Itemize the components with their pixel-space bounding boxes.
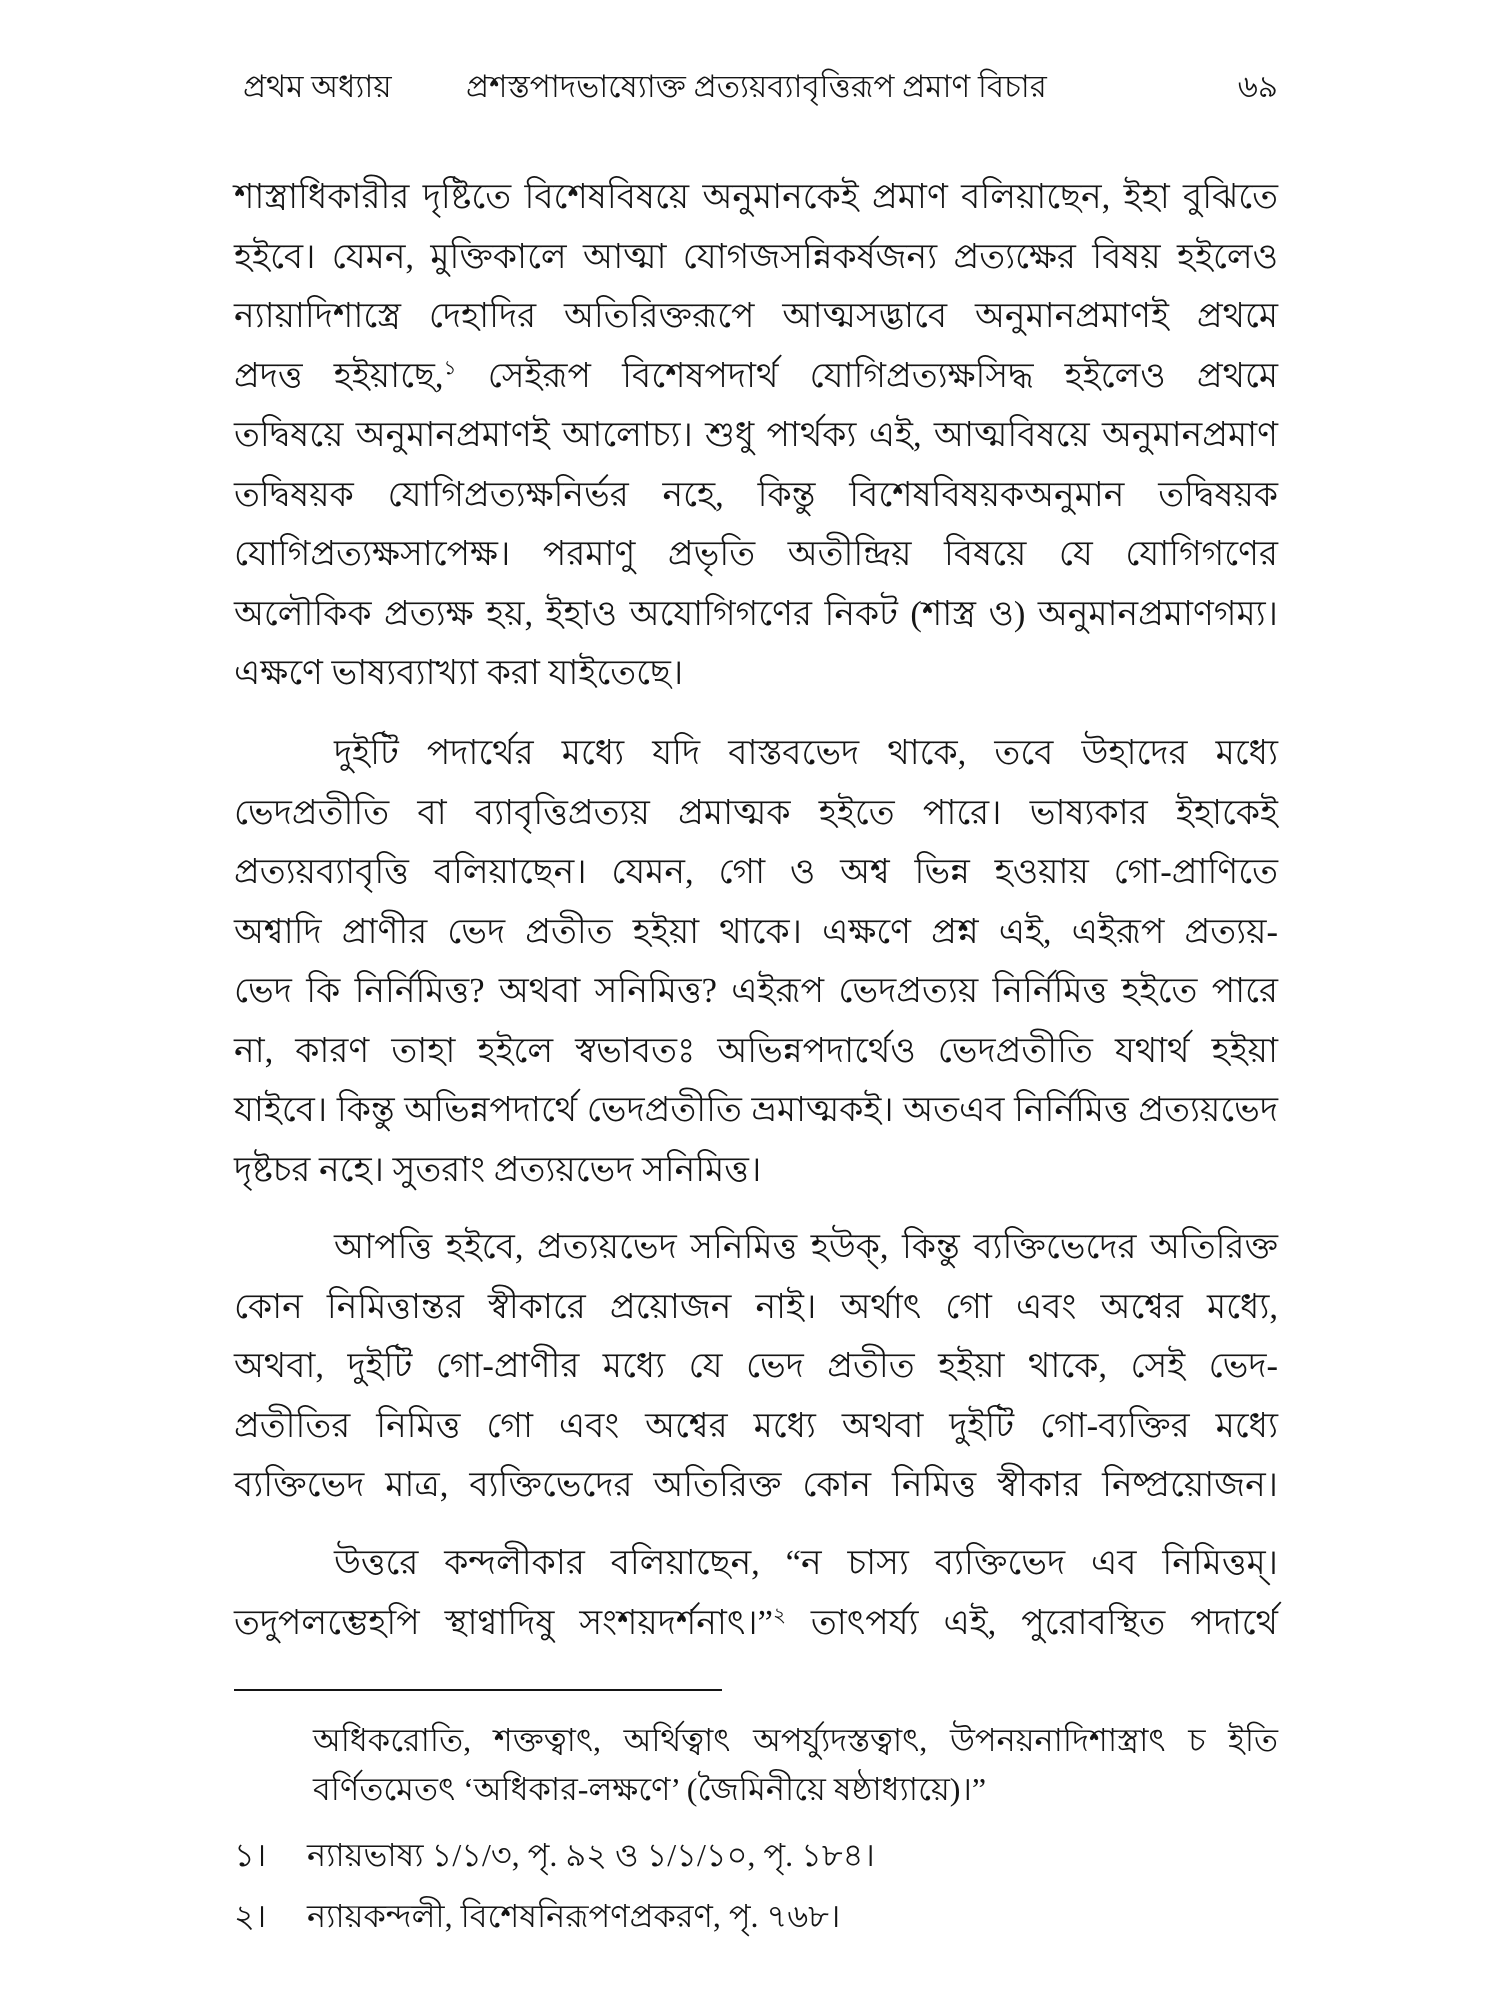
text-line: ব্যক্তিভেদ মাত্র, ব্যক্তিভেদের অতিরিক্ত কোন নিমিত্ত স্বীকার নিষ্প্রয়োজন। [234, 1466, 1278, 1504]
text-line: না, কারণ তাহা হইলে স্বভাবতঃ অভিন্নপদার্থেও ভেদপ্রতীতি যথার্থ হইয়া [234, 1031, 1278, 1070]
text-line: প্রত্যয়ব্যাবৃত্তি বলিয়াছেন। যেমন, গো ও অশ্ব ভিন্ন হওয়ায় গো-প্রাণিতে [234, 853, 1278, 891]
footnote-reference-2: ২ [772, 1604, 786, 1626]
text-line: প্রতীতির নিমিত্ত গো এবং অশ্বের মধ্যে অথবা দুইটি গো-ব্যক্তির মধ্যে [234, 1406, 1278, 1445]
text-line: যাইবে। কিন্তু অভিন্নপদার্থে ভেদপ্রতীতি ভ্রমাত্মকই। অতএব নির্নিমিত্ত প্রত্যয়ভেদ [234, 1091, 1278, 1129]
text-line: হইবে। যেমন, মুক্তিকালে আত্মা যোগজসন্নিকর্ষজন্য প্রত্যক্ষের বিষয় হইলেও [234, 237, 1278, 276]
text-line [234, 347, 1278, 407]
text-segment: তাৎপর্য্য এই, পুরোবস্থিত পদার্থে [785, 1603, 1278, 1642]
paragraph-2 [234, 724, 1278, 1200]
footnote-line [234, 1892, 1278, 1941]
text-line: দৃষ্টচর নহে। সুতরাং প্রত্যয়ভেদ সনিমিত্ত। [234, 1150, 762, 1189]
text-line: উত্তরে কন্দলীকার বলিয়াছেন, “ন চাস্য ব্যক্তিভেদ এব নিমিত্তম্। [334, 1544, 1278, 1582]
footnote-separator-rule [234, 1689, 722, 1691]
footnote-text: ন্যায়কন্দলী, বিশেষনিরূপণপ্রকরণ, পৃ. ৭৬৮। [307, 1898, 841, 1934]
footnote-1 [234, 1831, 1278, 1880]
footnote-continuation [234, 1716, 1278, 1814]
footnote-line: অধিকরোতি, শক্তত্বাৎ, অর্থিত্বাৎ অপর্য্যুদস্তত্বাৎ, উপনয়নাদিশাস্ত্রাৎ চ ইতি [313, 1722, 1278, 1758]
footnote-text: ন্যায়ভাষ্য ১/১/৩, পৃ. ৯২ ও ১/১/১০, পৃ. ১৮৪। [307, 1837, 875, 1873]
text-segment: তদুপলম্ভেহপি স্থাণ্বাদিষু সংশয়দর্শনাৎ।” [234, 1603, 773, 1642]
text-line: দুইটি পদার্থের মধ্যে যদি বাস্তবভেদ থাকে, তবে উহাদের মধ্যে [334, 734, 1278, 772]
text-line: আপত্তি হইবে, প্রত্যয়ভেদ সনিমিত্ত হউক্, কিন্তু ব্যক্তিভেদের অতিরিক্ত [334, 1228, 1278, 1266]
page-number: ৬৯ [1237, 69, 1278, 104]
text-line: অথবা, দুইটি গো-প্রাণীর মধ্যে যে ভেদ প্রতীত হইয়া থাকে, সেই ভেদ- [234, 1347, 1278, 1385]
footnote-marker: ২। [234, 1898, 267, 1934]
text-segment: সেইরূপ বিশেষপদার্থ যোগিপ্রত্যক্ষসিদ্ধ হইলেও প্রথমে [456, 356, 1278, 395]
text-line: তদ্বিষয়ে অনুমানপ্রমাণই আলোচ্য। শুধু পার্থক্য এই, আত্মবিষয়ে অনুমানপ্রমাণ [234, 416, 1278, 454]
footnote-2 [234, 1892, 1278, 1941]
text-line: কোন নিমিত্তান্তর স্বীকারে প্রয়োজন নাই। অর্থাৎ গো এবং অশ্বের মধ্যে, [234, 1287, 1278, 1326]
text-segment: প্রদত্ত হইয়াছে, [234, 356, 444, 395]
text-line: এক্ষণে ভাষ্যব্যাখ্যা করা যাইতেছে। [234, 654, 684, 692]
text-line: অলৌকিক প্রত্যক্ষ হয়, ইহাও অযোগিগণের নিকট (শাস্ত্র ও) অনুমানপ্রমাণগম্য। [234, 594, 1278, 633]
chapter-label: প্রথম অধ্যায় [243, 69, 392, 104]
footnote-marker: ১। [234, 1837, 267, 1873]
text-line: যোগিপ্রত্যক্ষসাপেক্ষ। পরমাণু প্রভৃতি অতীন্দ্রিয় বিষয়ে যে যোগিগণের [234, 535, 1278, 573]
footnote-line: বর্ণিতমেতৎ ‘অধিকার-লক্ষণে’ (জৈমিনীয়ে ষষ্ঠাধ্যায়ে)।” [313, 1771, 987, 1807]
text-line: ভেদপ্রতীতি বা ব্যাবৃত্তিপ্রত্যয় প্রমাত্মক হইতে পারে। ভাষ্যকার ইহাকেই [234, 793, 1278, 832]
text-line: শাস্ত্রাধিকারীর দৃষ্টিতে বিশেষবিষয়ে অনুমানকেই প্রমাণ বলিয়াছেন, ইহা বুঝিতে [234, 178, 1278, 216]
paragraph-3 [234, 1218, 1278, 1516]
text-line: ভেদ কি নির্নিমিত্ত? অথবা সনিমিত্ত? এইরূপ ভেদপ্রত্যয় নির্নিমিত্ত হইতে পারে [234, 972, 1278, 1010]
footnote-line [234, 1831, 1278, 1880]
text-line [234, 1594, 1278, 1654]
running-title: প্রশস্তপাদভাষ্যোক্ত প্রত্যয়ব্যাবৃত্তিরূপ প্রমাণ বিচার [466, 69, 1047, 104]
paragraph-1 [234, 168, 1278, 704]
running-header [234, 64, 1278, 110]
paragraph-4 [234, 1534, 1278, 1653]
text-line: তদ্বিষয়ক যোগিপ্রত্যক্ষনির্ভর নহে, কিন্তু বিশেষবিষয়কঅনুমান তদ্বিষয়ক [234, 475, 1278, 514]
footnote-reference-1: ১ [443, 357, 457, 379]
text-line: ন্যায়াদিশাস্ত্রে দেহাদির অতিরিক্তরূপে আত্মসদ্ভাবে অনুমানপ্রমাণই প্রথমে [234, 297, 1278, 335]
text-line: অশ্বাদি প্রাণীর ভেদ প্রতীত হইয়া থাকে। এক্ষণে প্রশ্ন এই, এইরূপ প্রত্যয়- [234, 912, 1278, 951]
